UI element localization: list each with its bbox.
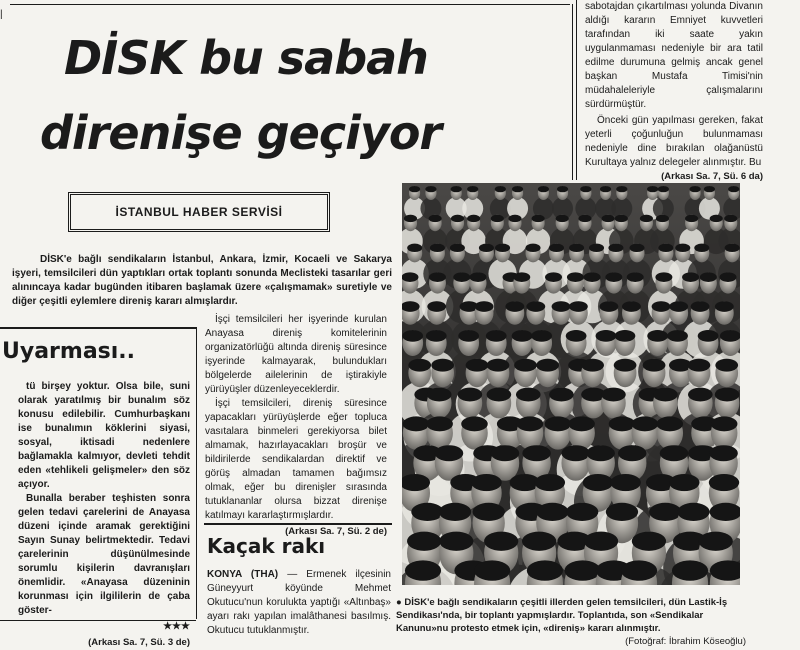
crowd-hair <box>561 445 589 461</box>
crowd-hair <box>720 272 737 282</box>
crowd-hair <box>439 503 471 521</box>
crowd-hair <box>656 215 669 222</box>
crowd-hair <box>557 186 568 192</box>
photo-caption <box>396 596 746 648</box>
crowd-hair <box>599 301 618 312</box>
crowd-hair <box>450 244 465 252</box>
top-right-divider <box>576 0 577 180</box>
byline-box <box>68 192 330 232</box>
kacak-rule-top <box>204 523 392 525</box>
crowd-hair <box>556 215 569 222</box>
crowd-hair <box>568 416 595 431</box>
crowd-hair <box>466 359 489 372</box>
middle-para-1: İşçi temsilcileri her işyerinde kurulan Anayasa direniş komitelerinin organizatörlüğü altında direniş süresince işyerinde kalmayarak, bulundukları bölgelerde ailelerinin de iştirakiyle yürüyüşler düzenleyeceklerdir. <box>205 314 387 395</box>
top-right-continued: (Arkası Sa. 7, Sü. 6 da) <box>661 171 763 182</box>
crowd-hair <box>578 215 591 222</box>
headline-rule-right <box>572 4 573 180</box>
crowd-hair <box>600 186 611 192</box>
crowd-hair <box>439 532 473 551</box>
crowd-hair <box>429 215 442 222</box>
crowd-hair <box>517 416 544 431</box>
crowd-hair <box>458 330 479 342</box>
crowd-hair <box>491 215 504 222</box>
crowd-hair <box>609 416 636 431</box>
crowd-hair <box>458 388 483 402</box>
crowd-hair <box>549 388 574 402</box>
crowd-hair <box>715 359 738 372</box>
crowd-hair <box>601 388 626 402</box>
crowd-hair <box>552 301 571 312</box>
left-story-text-1: tü birşey yoktur. Olsa bile, suni olarak yaratılmış bir bunalım söz konusu edilebilir. Cumhurbaşkanı ise bunalımın köklerini siyasi, sosyal, iktisadi nedenlere bağlamakla kalmıyor, devleti tehdit eden «tehlikeli gelişmeler» den söz açıyor. <box>18 381 190 490</box>
crowd-hair <box>566 330 587 342</box>
crowd-hair <box>474 560 510 580</box>
crowd-hair <box>688 359 711 372</box>
crowd-hair <box>602 215 615 222</box>
crowd-hair <box>584 532 618 551</box>
crowd-hair <box>614 359 637 372</box>
crowd-hair <box>430 244 445 252</box>
crowd-hair <box>629 244 644 252</box>
crowd-hair <box>405 560 441 580</box>
left-story-stars: ★★★ <box>163 621 190 632</box>
crowd-hair <box>632 416 659 431</box>
crowd-hair <box>605 272 622 282</box>
crowd-hair <box>513 272 530 282</box>
crowd-hair <box>487 388 512 402</box>
crowd-hair <box>402 330 423 342</box>
crowd-hair <box>467 186 478 192</box>
crowd-hair <box>473 503 505 521</box>
crowd-hair <box>652 301 671 312</box>
crowd-hair <box>715 301 734 312</box>
crowd-hair <box>647 330 668 342</box>
lead-text: DİSK'e bağlı sendikaların İstanbul, Ankara, İzmir, Kocaeli ve Sakarya işyeri, temsilcileri dün yaptıkları ortak toplantı sonunda Meclisteki tasarılar geri alınıncaya kadar bugünden itibaren başlamak üzere «çalışmamak» suretiyle ve diğer çeşitli eylemlere direniş kararı almışlardır. <box>12 254 392 307</box>
crowd-hair <box>536 359 559 372</box>
crowd-hair <box>580 186 591 192</box>
crowd-hair <box>694 244 709 252</box>
middle-continued: (Arkası Sa. 7, Sü. 2 de) <box>285 526 387 537</box>
kacak-text-body: — Ermenek ilçesinin Güneyyurt köyünde Mehmet Okutucu'nun korulukta yaptığı «Altınbaş» ayarı rakı yapılan imalâthanesi basılmış. Okutucu tutuklanmıştır. <box>207 569 391 636</box>
crowd-hair <box>616 186 627 192</box>
crowd-hair <box>471 474 501 491</box>
crowd-hair <box>461 416 488 431</box>
crowd-hair <box>549 244 564 252</box>
crowd-hair <box>451 186 462 192</box>
crowd-hair <box>608 244 623 252</box>
byline-text: İSTANBUL HABER SERVİSİ <box>115 205 283 219</box>
crowd-hair <box>675 244 690 252</box>
left-edge-fragment: | <box>0 9 3 20</box>
crowd-hair <box>710 215 723 222</box>
middle-column <box>205 313 387 539</box>
crowd-hair <box>715 388 740 402</box>
crowd-photo-image <box>402 183 740 585</box>
crowd-hair <box>589 244 604 252</box>
crowd-hair <box>486 330 507 342</box>
crowd-hair <box>657 416 684 431</box>
crowd-hair <box>567 272 584 282</box>
crowd-hair <box>700 272 717 282</box>
crowd-hair <box>685 215 698 222</box>
lead-paragraph <box>12 253 392 309</box>
left-story-rule-bottom <box>0 620 196 621</box>
crowd-hair <box>425 186 436 192</box>
crowd-hair <box>538 186 549 192</box>
crowd-hair <box>569 244 584 252</box>
crowd-hair <box>586 445 614 461</box>
crowd-hair <box>545 416 572 431</box>
crowd-hair <box>720 330 740 342</box>
crowd-hair <box>407 532 441 551</box>
crowd-hair <box>643 359 666 372</box>
top-right-column <box>585 0 763 184</box>
left-story-text-2: Bunalla beraber teşhisten sonra gelen tedavi çarelerini de Anayasa düzeni içinde aramak gerektiğini Sayın Sunay belirtmektedir. Tedavi çarelerinin düşünülmesinde sorumlu kişilerin davranışları önemlidir. «Anayasa düzeninin korunması için ilgililerin de çaba göster- <box>18 493 190 616</box>
crowd-hair <box>508 215 521 222</box>
crowd-hair <box>427 301 446 312</box>
crowd-hair <box>426 330 447 342</box>
crowd-hair <box>728 186 739 192</box>
crowd-hair <box>427 388 452 402</box>
crowd-hair <box>632 532 666 551</box>
left-story-continued: (Arkası Sa. 7, Sü. 3 de) <box>88 637 190 648</box>
crowd-hair <box>505 301 524 312</box>
crowd-hair <box>435 445 463 461</box>
crowd-hair <box>610 474 640 491</box>
crowd-hair <box>669 301 688 312</box>
crowd-hair <box>545 272 562 282</box>
crowd-hair <box>495 244 510 252</box>
crowd-hair <box>667 330 688 342</box>
crowd-hair <box>689 186 700 192</box>
kacak-text <box>207 568 391 638</box>
crowd-hair <box>698 330 719 342</box>
crowd-hair <box>451 215 464 222</box>
crowd-hair <box>583 474 613 491</box>
left-story-title: Uyarması.. <box>2 339 136 364</box>
crowd-hair <box>606 503 638 521</box>
crowd-hair <box>527 560 563 580</box>
crowd-hair <box>621 560 657 580</box>
crowd-hair <box>596 330 617 342</box>
crowd-hair <box>403 416 430 431</box>
crowd-hair <box>470 272 487 282</box>
crowd-hair <box>467 215 480 222</box>
crowd-hair <box>688 388 713 402</box>
crowd-hair <box>627 272 644 282</box>
kacak-body <box>207 568 391 638</box>
left-story-rule-top <box>0 327 196 329</box>
crowd-hair <box>475 301 494 312</box>
crowd-hair <box>404 215 417 222</box>
crowd-hair <box>535 474 565 491</box>
crowd-hair <box>658 244 673 252</box>
crowd-hair <box>522 445 550 461</box>
left-story-divider <box>196 327 197 619</box>
top-right-para-1: sabotajdan çıkartılması yolunda Divanın aldığı kararın Emniyet kuvvetleri tarafından iki saate yakın uygulanmaması nedeniyle bir ara tatil edilme durumuna gelmiş ancak genel başkan Mustafa Timisi'nin müdahaleleriyle çalışmalarını sürdürmüştür. <box>585 1 763 110</box>
crowd-hair <box>709 474 739 491</box>
crowd-hair <box>709 445 737 461</box>
crowd-hair <box>711 416 738 431</box>
crowd-hair <box>615 215 628 222</box>
crowd-hair <box>484 532 518 551</box>
crowd-hair <box>691 301 710 312</box>
crowd-hair <box>431 359 454 372</box>
crowd-hair <box>526 244 541 252</box>
top-right-para-2: Önceki gün yapılması gereken, fakat yeterli çoğunluğun bulunmaması nedeniyle dine bırakılan olağanüstü Kurultaya yalnız delegeler alınmıştır. Bu <box>585 115 763 168</box>
crowd-hair <box>516 388 541 402</box>
crowd-hair <box>677 503 709 521</box>
crowd-hair <box>526 301 545 312</box>
crowd-hair <box>402 272 418 282</box>
crowd-hair <box>531 330 552 342</box>
crowd-hair <box>672 560 708 580</box>
crowd-hair <box>479 244 494 252</box>
crowd-hair <box>495 186 506 192</box>
crowd-hair <box>411 503 443 521</box>
crowd-hair <box>487 359 510 372</box>
crowd-hair <box>669 474 699 491</box>
middle-para-2: İşçi temsilcileri, direniş süresince yapacakları yürüyüşlerde eğer topluca vasıtalara binmeleri gerekiyorsa bilet almamak, hazırlayacakları broşür ve bildirilerde sendikalardan direktif ve görüş almadan tamamen bağımsız olmak, eğer bu direnişler sırasında tutuklananlar olursa bizzat direnişe katılmayı kararlaştırmışlardır. <box>205 398 387 521</box>
left-story-body <box>18 380 190 650</box>
crowd-hair <box>569 301 588 312</box>
crowd-hair <box>618 445 646 461</box>
headline-line-1: DİSK bu sabah <box>64 31 428 85</box>
kacak-title: Kaçak rakı <box>207 534 326 558</box>
crowd-hair <box>584 272 601 282</box>
kacak-dateline: KONYA (THA) <box>207 569 279 580</box>
crowd-hair <box>653 388 678 402</box>
crowd-hair <box>649 503 681 521</box>
crowd-hair <box>660 445 688 461</box>
crowd-photo <box>402 183 740 585</box>
crowd-hair <box>514 359 537 372</box>
crowd-hair <box>426 416 453 431</box>
crowd-hair <box>682 272 699 282</box>
crowd-hair <box>512 330 533 342</box>
crowd-hair <box>491 445 519 461</box>
crowd-hair <box>622 301 641 312</box>
crowd-hair <box>409 186 420 192</box>
crowd-hair <box>536 503 568 521</box>
crowd-hair <box>615 330 636 342</box>
caption-credit: (Fotoğraf: İbrahim Köseoğlu) <box>625 636 746 647</box>
crowd-hair <box>429 272 446 282</box>
crowd-hair <box>566 503 598 521</box>
crowd-hair <box>724 215 737 222</box>
crowd-hair <box>581 359 604 372</box>
crowd-hair <box>725 244 740 252</box>
crowd-hair <box>655 272 672 282</box>
crowd-hair <box>408 359 431 372</box>
crowd-hair <box>522 532 556 551</box>
crowd-hair <box>647 186 658 192</box>
crowd-hair <box>565 560 601 580</box>
crowd-hair <box>704 186 715 192</box>
crowd-hair <box>699 532 733 551</box>
crowd-hair <box>512 186 523 192</box>
crowd-hair <box>640 215 653 222</box>
headline-line-2: direnişe geçiyor <box>40 106 442 160</box>
headline-rule-top <box>10 4 570 5</box>
crowd-hair <box>453 272 470 282</box>
crowd-hair <box>407 244 422 252</box>
crowd-hair <box>532 215 545 222</box>
crowd-hair <box>658 186 669 192</box>
caption-text: ● DİSK'e bağlı sendikaların çeşitli illerden gelen temsilcileri, dün Lastik-İş Sendikası'nda, bir toplantı yapmışlardır. Toplantıda, son «Sendikalar Kanunu»nu protesto etmek için, «direniş» kararı alınmıştır. <box>396 597 728 634</box>
